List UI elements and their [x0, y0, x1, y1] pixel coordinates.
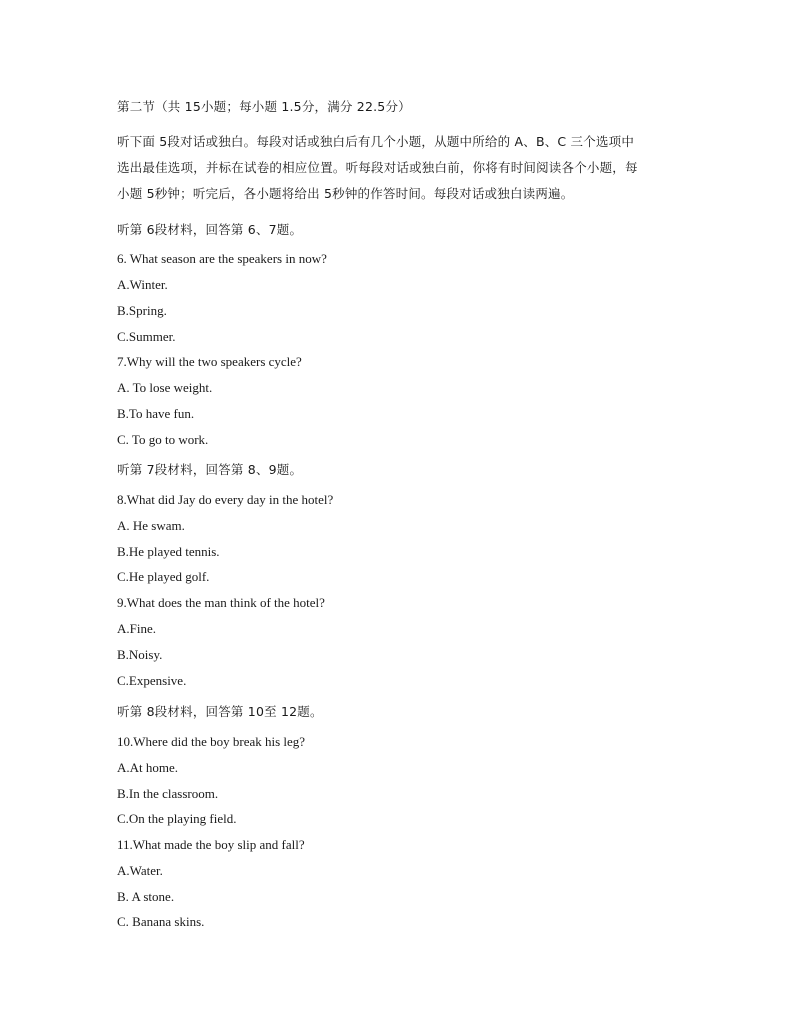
question-6-stem: 6. What season are the speakers in now? — [117, 251, 327, 266]
question-11-option-a: A.Water. — [117, 863, 163, 878]
question-7-option-b: B.To have fun. — [117, 406, 195, 421]
question-11-option-c: C. Banana skins. — [117, 914, 205, 929]
question-7-option-a: A. To lose weight. — [117, 380, 213, 395]
section-title: 第二节（共 15小题；每小题 1.5分，满分 22.5分） — [117, 99, 411, 114]
question-8-option-a: A. He swam. — [117, 518, 185, 533]
question-9-option-a: A.Fine. — [117, 621, 156, 636]
material-6-heading: 听第 6段材料，回答第 6、7题。 — [117, 222, 303, 237]
question-8-stem: 8.What did Jay do every day in the hotel? — [117, 492, 334, 507]
question-7-option-c: C. To go to work. — [117, 432, 209, 447]
question-6-option-c: C.Summer. — [117, 329, 176, 344]
question-10-stem: 10.Where did the boy break his leg? — [117, 734, 306, 749]
instructions-line-3: 小题 5秒钟；听完后，各小题将给出 5秒钟的作答时间。每段对话或独白读两遍。 — [117, 186, 574, 201]
question-8-option-b: B.He played tennis. — [117, 544, 220, 559]
question-9-stem: 9.What does the man think of the hotel? — [117, 595, 325, 610]
question-6-option-a: A.Winter. — [117, 277, 168, 292]
question-10-option-a: A.At home. — [117, 760, 179, 775]
material-7-heading: 听第 7段材料，回答第 8、9题。 — [117, 462, 303, 477]
question-8-option-c: C.He played golf. — [117, 569, 210, 584]
question-10-option-c: C.On the playing field. — [117, 811, 237, 826]
question-11-option-b: B. A stone. — [117, 889, 175, 904]
question-6-option-b: B.Spring. — [117, 303, 167, 318]
question-10-option-b: B.In the classroom. — [117, 786, 219, 801]
instructions-line-2: 选出最佳选项，并标在试卷的相应位置。听每段对话或独白前，你将有时间阅读各个小题，每 — [117, 160, 638, 175]
question-7-stem: 7.Why will the two speakers cycle? — [117, 354, 302, 369]
question-9-option-c: C.Expensive. — [117, 673, 187, 688]
question-9-option-b: B.Noisy. — [117, 647, 163, 662]
material-8-heading: 听第 8段材料，回答第 10至 12题。 — [117, 704, 323, 719]
question-11-stem: 11.What made the boy slip and fall? — [117, 837, 305, 852]
instructions-line-1: 听下面 5段对话或独白。每段对话或独白后有几个小题，从题中所给的 A、B、C 三个选项中 — [117, 134, 635, 149]
